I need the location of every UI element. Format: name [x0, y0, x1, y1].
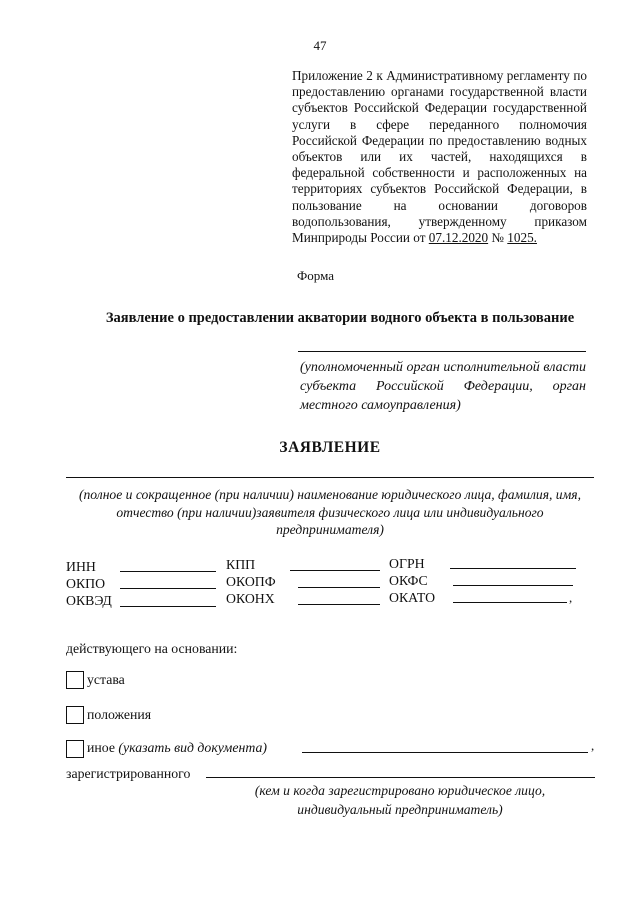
applicant-name-input-line[interactable]: [66, 477, 594, 478]
form-label: Форма: [297, 268, 334, 283]
charter-label: устава: [87, 672, 125, 687]
okpo-label: ОКПО: [66, 576, 106, 591]
okato-label: ОКАТО: [389, 590, 436, 605]
authority-caption: (уполномоченный орган исполнительной власти субъекта Российской Федерации, орган местного самоуправления): [300, 360, 586, 413]
charter-checkbox[interactable]: [66, 671, 84, 689]
page-number: 47: [313, 38, 327, 53]
appendix-number: 1025.: [507, 230, 537, 246]
kpp-label: КПП: [226, 557, 256, 572]
appendix-date: 07.12.2020: [428, 230, 489, 246]
kpp-field[interactable]: [290, 570, 380, 571]
okfs-field[interactable]: [453, 585, 573, 586]
okato-trailing-comma: ,: [569, 590, 573, 605]
okopf-label: ОКОПФ: [226, 574, 276, 589]
other-label-text: иное: [87, 740, 115, 755]
other-label-hint: (указать вид документа): [118, 740, 267, 755]
other-document-input-line[interactable]: [302, 752, 588, 753]
appendix-text: Приложение 2 к Административному регламенту по предоставлению органами государственной власти субъектов Российской Федерации государственной услуги в сфере переданного полномочия Российской Федерации по предоставлению водных объектов или их частей, находящихся в федеральной собственности и расположенных на территориях субъектов Российской Федерации, в пользование на основании договоров водопользования, утвержденному приказом Минприроды России: [292, 68, 587, 246]
registered-input-line[interactable]: [206, 777, 595, 778]
applicant-caption: (полное и сокращенное (при наличии) наименование юридического лица, фамилия, имя, отчество (при наличии)заявителя физического лица или индивидуального предпринимателя): [78, 487, 581, 537]
appendix-note: [292, 68, 587, 246]
document-title: Заявление о предоставлении акватории водного объекта в пользование: [105, 310, 575, 326]
okved-label: ОКВЭД: [66, 593, 112, 608]
appendix-number-prefix: №: [491, 230, 504, 246]
regulation-checkbox[interactable]: [66, 706, 84, 724]
ogrn-label: ОГРН: [389, 556, 425, 571]
okpo-field[interactable]: [120, 588, 216, 589]
okonh-field[interactable]: [298, 604, 380, 605]
authority-input-line[interactable]: [298, 351, 586, 352]
other-trailing-comma: ,: [591, 738, 595, 753]
ogrn-field[interactable]: [450, 568, 576, 569]
regulation-label: положения: [87, 707, 152, 722]
statement-heading: ЗАЯВЛЕНИЕ: [279, 439, 381, 456]
appendix-date-prefix: от: [413, 230, 426, 246]
registered-label: зарегистрированного: [66, 766, 191, 781]
basis-label: действующего на основании:: [66, 641, 238, 656]
okfs-label: ОКФС: [389, 573, 428, 588]
inn-field[interactable]: [120, 571, 216, 572]
okved-field[interactable]: [120, 606, 216, 607]
okopf-field[interactable]: [298, 587, 380, 588]
okato-field[interactable]: [453, 602, 567, 603]
other-checkbox[interactable]: [66, 740, 84, 758]
okonh-label: ОКОНХ: [226, 591, 275, 606]
other-label: [87, 740, 267, 756]
registered-caption: (кем и когда зарегистрировано юридическое лицо, индивидуальный предприниматель): [254, 783, 546, 817]
inn-label: ИНН: [66, 559, 96, 574]
